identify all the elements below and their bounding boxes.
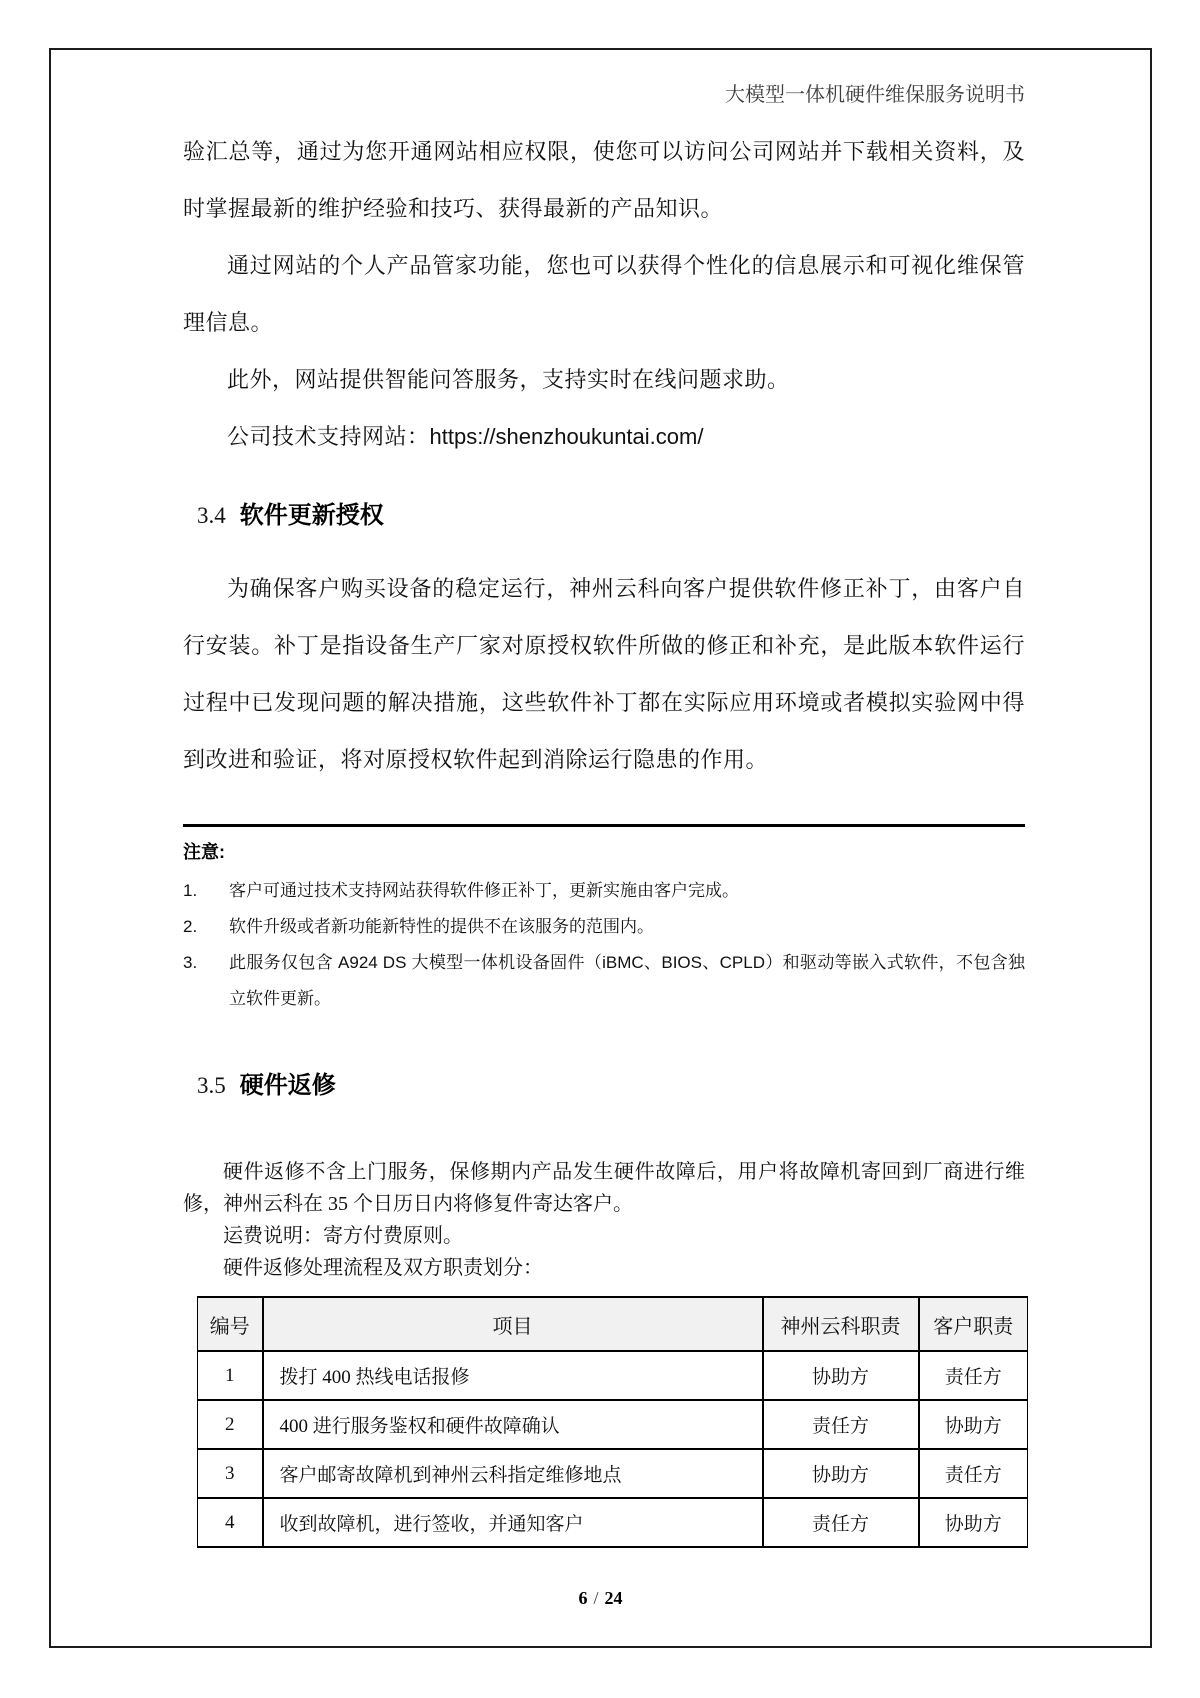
document-page xyxy=(49,48,1152,1648)
note-label: 注意: xyxy=(183,842,225,862)
table-row xyxy=(198,1400,1028,1449)
note-list xyxy=(183,873,1025,1017)
freight-note-paragraph: 运费说明：寄方付费原则。 xyxy=(223,1225,463,1247)
responsibilities-table xyxy=(197,1296,1028,1548)
section-number: 3.5 xyxy=(197,1073,226,1098)
table-cell-item: 收到故障机，进行签收，并通知客户 xyxy=(263,1498,763,1547)
table-header-row xyxy=(198,1297,1028,1351)
support-site-url: https://shenzhoukuntai.com/ xyxy=(429,424,704,449)
note-item-number: 3. xyxy=(183,953,198,972)
page-content xyxy=(51,123,1150,1548)
table-cell-vendor-duty: 责任方 xyxy=(763,1400,919,1449)
page-footer xyxy=(51,1588,1150,1609)
table-cell-number: 4 xyxy=(198,1498,263,1547)
table-cell-number: 1 xyxy=(198,1351,263,1400)
section-title: 软件更新授权 xyxy=(239,502,384,529)
table-cell-vendor-duty: 协助方 xyxy=(763,1351,919,1400)
table-cell-vendor-duty: 责任方 xyxy=(763,1498,919,1547)
table-cell-number: 2 xyxy=(198,1400,263,1449)
table-cell-number: 3 xyxy=(198,1449,263,1498)
note-item xyxy=(183,945,1025,1017)
table-header-vendor-duty: 神州云科职责 xyxy=(763,1297,919,1351)
table-cell-item: 拨打 400 热线电话报修 xyxy=(263,1351,763,1400)
table-cell-vendor-duty: 协助方 xyxy=(763,1449,919,1498)
table-header-item: 项目 xyxy=(263,1297,763,1351)
intro-paragraph-continued: 验汇总等，通过为您开通网站相应权限，使您可以访问公司网站并下载相关资料，及时掌握最新的维护经验和技巧、获得最新的产品知识。 xyxy=(183,139,1025,221)
page-number-total: 24 xyxy=(604,1588,623,1608)
section-heading-3-4 xyxy=(183,495,1025,530)
table-cell-customer-duty: 协助方 xyxy=(919,1400,1028,1449)
table-row xyxy=(198,1498,1028,1547)
table-cell-customer-duty: 责任方 xyxy=(919,1449,1028,1498)
note-item xyxy=(183,909,1025,945)
note-item-text: 软件升级或者新功能新特性的提供不在该服务的范围内。 xyxy=(229,917,654,936)
table-header-number: 编号 xyxy=(198,1297,263,1351)
document-header-title: 大模型一体机硬件维保服务说明书 xyxy=(725,84,1025,106)
intro-paragraph-product-manager: 通过网站的个人产品管家功能，您也可以获得个性化的信息展示和可视化维保管理信息。 xyxy=(183,253,1025,335)
section-3-5-body xyxy=(183,1156,1025,1284)
table-cell-customer-duty: 责任方 xyxy=(919,1351,1028,1400)
support-site-line xyxy=(183,408,1025,465)
note-divider xyxy=(183,824,1025,827)
note-item-text: 此服务仅包含 A924 DS 大模型一体机设备固件（iBMC、BIOS、CPLD）和驱动等嵌入式软件，不包含独立软件更新。 xyxy=(229,953,1025,1008)
note-item xyxy=(183,873,1025,909)
page-number-current: 6 xyxy=(578,1588,588,1608)
note-item-number: 2. xyxy=(183,917,198,936)
hardware-repair-paragraph: 硬件返修不含上门服务，保修期内产品发生硬件故障后，用户将故障机寄回到厂商进行维修，神州云科在 35 个日历日内将修复件寄达客户。 xyxy=(183,1161,1025,1215)
table-cell-item: 400 进行服务鉴权和硬件故障确认 xyxy=(263,1400,763,1449)
section-3-4-body: 为确保客户购买设备的稳定运行，神州云科向客户提供软件修正补丁，由客户自行安装。补丁是指设备生产厂家对原授权软件所做的修正和补充，是此版本软件运行过程中已发现问题的解决措施，这些软件补丁都在实际应用环境或者模拟实验网中得到改进和验证，将对原授权软件起到消除运行隐患的作用。 xyxy=(183,576,1025,772)
table-header-customer-duty: 客户职责 xyxy=(919,1297,1028,1351)
table-cell-customer-duty: 协助方 xyxy=(919,1498,1028,1547)
section-title: 硬件返修 xyxy=(239,1072,336,1099)
table-row xyxy=(198,1449,1028,1498)
note-item-text: 客户可通过技术支持网站获得软件修正补丁，更新实施由客户完成。 xyxy=(229,881,739,900)
table-cell-item: 客户邮寄故障机到神州云科指定维修地点 xyxy=(263,1449,763,1498)
document-header xyxy=(51,78,1150,107)
support-site-label: 公司技术支持网站： xyxy=(227,424,430,449)
table-row xyxy=(198,1351,1028,1400)
note-item-number: 1. xyxy=(183,881,198,900)
section-heading-3-5 xyxy=(183,1065,1025,1100)
intro-paragraph-qa-service: 此外，网站提供智能问答服务，支持实时在线问题求助。 xyxy=(227,367,790,392)
section-number: 3.4 xyxy=(197,503,226,528)
table-intro-paragraph: 硬件返修处理流程及双方职责划分： xyxy=(223,1257,543,1279)
page-number-separator: / xyxy=(593,1588,599,1608)
